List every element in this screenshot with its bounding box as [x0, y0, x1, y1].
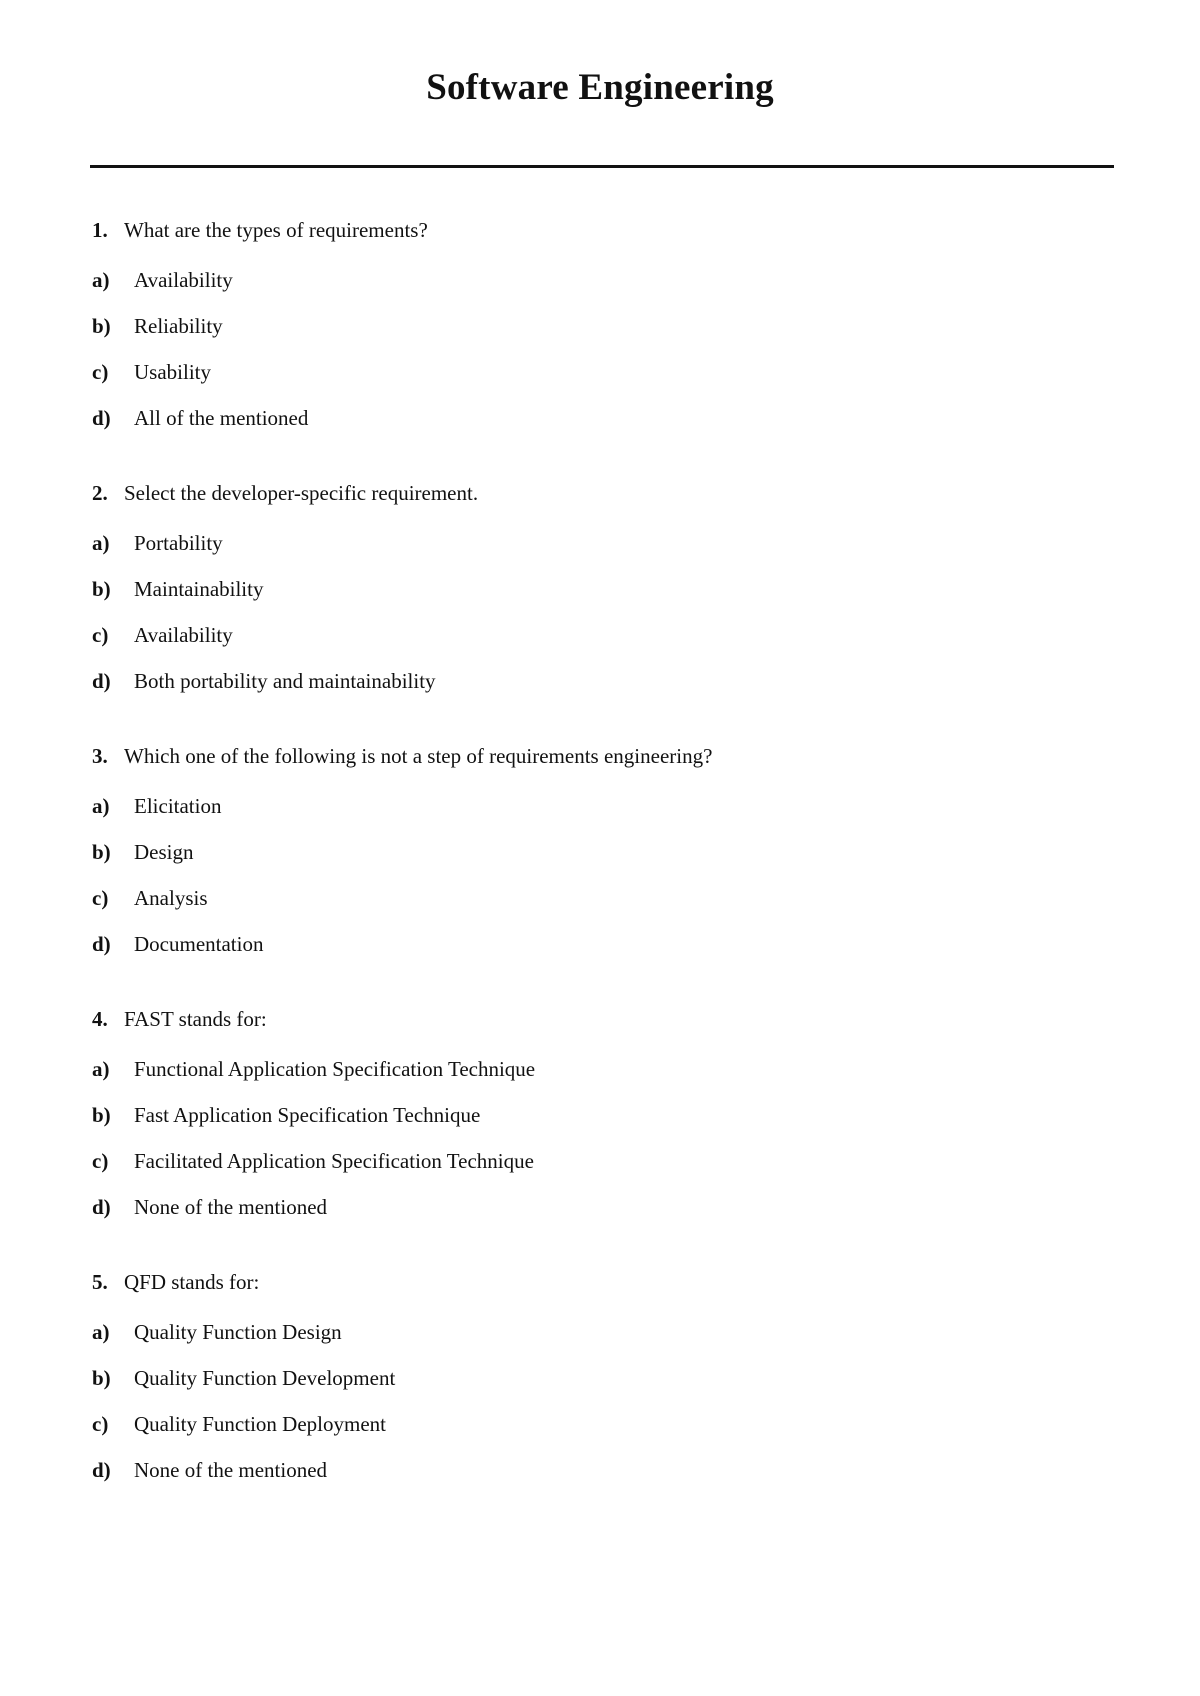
- option-text: Both portability and maintainability: [134, 669, 436, 693]
- option-text: Functional Application Specification Technique: [134, 1057, 536, 1081]
- option-letter: c): [92, 1149, 109, 1173]
- option-text: Portability: [134, 531, 223, 555]
- option-letter: c): [92, 886, 109, 910]
- option-letter: a): [92, 268, 110, 292]
- option-text: None of the mentioned: [134, 1458, 328, 1482]
- option-b: [92, 1366, 1112, 1412]
- option-text: Documentation: [134, 932, 264, 956]
- option-d: [92, 669, 1112, 715]
- option-c: [92, 360, 1112, 406]
- option-text: Elicitation: [134, 794, 222, 818]
- option-d: [92, 1195, 1112, 1241]
- option-letter: b): [92, 314, 111, 338]
- option-letter: d): [92, 1458, 111, 1482]
- option-letter: b): [92, 1103, 111, 1127]
- question-list: [92, 218, 1112, 1533]
- option-d: [92, 406, 1112, 452]
- option-letter: d): [92, 1195, 111, 1219]
- option-a: [92, 1057, 1112, 1103]
- question-text: Select the developer-specific requirement.: [124, 481, 479, 505]
- option-text: Availability: [134, 623, 233, 647]
- option-c: [92, 1149, 1112, 1195]
- question-1: [92, 218, 1112, 452]
- option-text: Availability: [134, 268, 233, 292]
- question-number: 2.: [92, 481, 108, 505]
- option-a: [92, 531, 1112, 577]
- option-c: [92, 1412, 1112, 1458]
- question-stem: [92, 481, 1112, 531]
- option-letter: a): [92, 531, 110, 555]
- question-number: 3.: [92, 744, 108, 768]
- question-3: [92, 744, 1112, 978]
- question-text: QFD stands for:: [124, 1270, 260, 1294]
- option-letter: a): [92, 1320, 110, 1344]
- option-a: [92, 794, 1112, 840]
- option-letter: d): [92, 669, 111, 693]
- question-number: 5.: [92, 1270, 108, 1294]
- option-d: [92, 1458, 1112, 1504]
- question-4: [92, 1007, 1112, 1241]
- option-letter: a): [92, 794, 110, 818]
- option-letter: b): [92, 840, 111, 864]
- option-text: Usability: [134, 360, 211, 384]
- option-b: [92, 840, 1112, 886]
- question-stem: [92, 1270, 1112, 1320]
- option-c: [92, 886, 1112, 932]
- option-text: Analysis: [134, 886, 208, 910]
- option-text: Fast Application Specification Technique: [134, 1103, 481, 1127]
- option-text: Quality Function Design: [134, 1320, 342, 1344]
- option-text: Quality Function Development: [134, 1366, 396, 1390]
- option-text: Design: [134, 840, 194, 864]
- option-letter: c): [92, 1412, 109, 1436]
- option-text: All of the mentioned: [134, 406, 309, 430]
- question-number: 4.: [92, 1007, 108, 1031]
- option-letter: d): [92, 406, 111, 430]
- option-d: [92, 932, 1112, 978]
- option-letter: d): [92, 932, 111, 956]
- question-number: 1.: [92, 218, 108, 242]
- question-text: FAST stands for:: [124, 1007, 267, 1031]
- option-text: Maintainability: [134, 577, 264, 601]
- document-title: Software Engineering: [426, 67, 774, 108]
- question-stem: [92, 1007, 1112, 1057]
- option-text: Facilitated Application Specification Technique: [134, 1149, 534, 1173]
- question-stem: [92, 218, 1112, 268]
- option-c: [92, 623, 1112, 669]
- option-letter: b): [92, 577, 111, 601]
- option-text: Quality Function Deployment: [134, 1412, 386, 1436]
- title-divider: [90, 165, 1114, 168]
- option-text: Reliability: [134, 314, 223, 338]
- question-2: [92, 481, 1112, 715]
- option-letter: b): [92, 1366, 111, 1390]
- option-a: [92, 268, 1112, 314]
- option-text: None of the mentioned: [134, 1195, 328, 1219]
- option-letter: c): [92, 360, 109, 384]
- question-text: What are the types of requirements?: [124, 218, 428, 242]
- question-5: [92, 1270, 1112, 1504]
- option-letter: a): [92, 1057, 110, 1081]
- question-text: Which one of the following is not a step of requirements engineering?: [124, 744, 713, 768]
- option-b: [92, 1103, 1112, 1149]
- option-a: [92, 1320, 1112, 1366]
- option-b: [92, 314, 1112, 360]
- question-stem: [92, 744, 1112, 794]
- option-b: [92, 577, 1112, 623]
- option-letter: c): [92, 623, 109, 647]
